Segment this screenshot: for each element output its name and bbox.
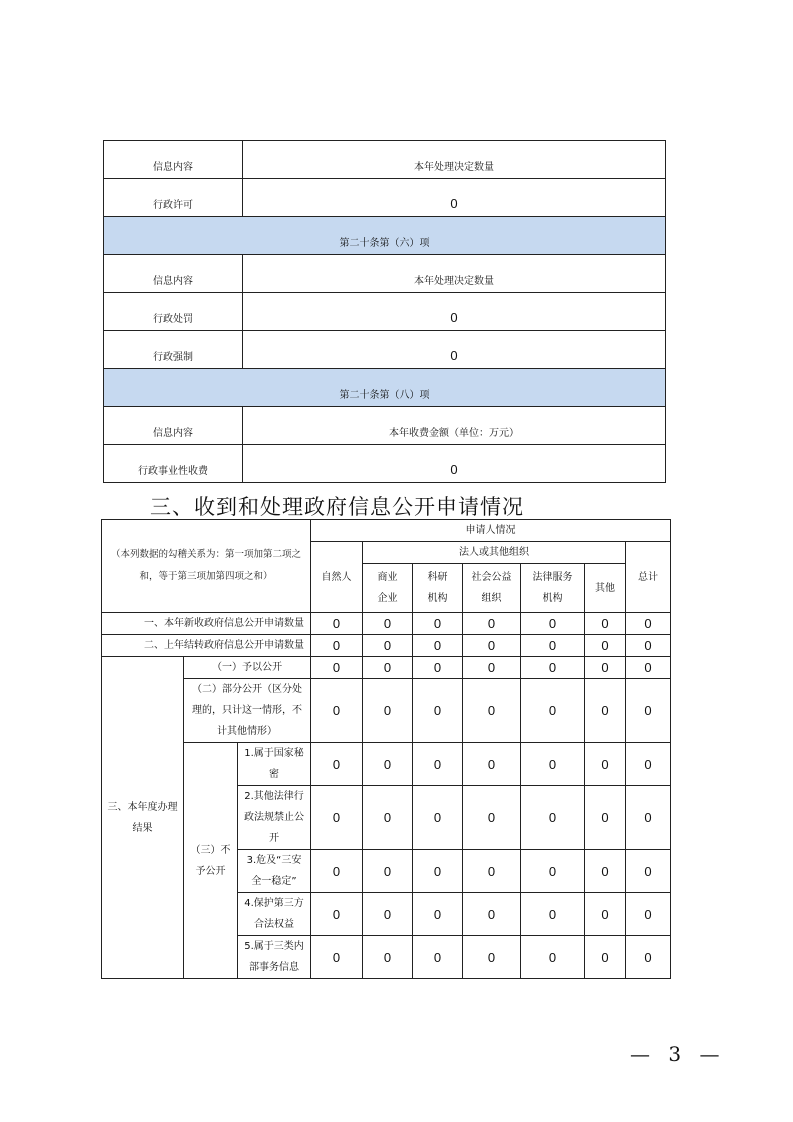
cell-value: 0 [413,936,463,979]
admin-enforcement-label: 行政强制 [104,331,243,369]
table-row [104,331,666,369]
cell-value: 0 [413,657,463,679]
cell-value: 0 [521,850,585,893]
applicant-header: 申请人情况 [311,520,671,542]
decision-count-header: 本年处理决定数量 [243,141,666,179]
section-band [104,369,666,407]
public-welfare-header: 社会公益组织 [463,564,521,613]
handling-result-label: 三、本年度办理结果 [102,657,184,979]
cell-value: 0 [311,893,363,936]
cell-value: 0 [626,657,671,679]
cell-value: 0 [413,743,463,786]
total-header: 总计 [626,542,671,613]
cell-value: 0 [463,635,521,657]
table-row [104,445,666,483]
table-row [104,179,666,217]
cell-value: 0 [585,613,626,635]
cell-value: 0 [311,635,363,657]
cell-value: 0 [585,679,626,743]
deny-label: （三）不予公开 [184,743,238,979]
cell-value: 0 [521,786,585,850]
admin-penalty-label: 行政处罚 [104,293,243,331]
deny-reason-label: 5.属于三类内部事务信息 [238,936,311,979]
deny-reason-label: 3.危及“三安全一稳定” [238,850,311,893]
cell-value: 0 [521,657,585,679]
deny-reason-label: 2.其他法律行政法规禁止公开 [238,786,311,850]
article-20-item-6-band: 第二十条第（六）项 [104,217,666,255]
cell-value: 0 [363,786,413,850]
open-label: （一）予以公开 [184,657,311,679]
cell-value: 0 [521,936,585,979]
decision-count-header: 本年处理决定数量 [243,255,666,293]
table-row [104,141,666,179]
cell-value: 0 [626,743,671,786]
research-institution-header: 科研机构 [413,564,463,613]
cell-value: 0 [626,635,671,657]
table-row [104,407,666,445]
header-row [102,520,671,542]
table-row [104,255,666,293]
legal-entity-header: 法人或其他组织 [363,542,626,564]
table-row [104,293,666,331]
natural-person-header: 自然人 [311,542,363,613]
cell-value: 0 [463,613,521,635]
cell-value: 0 [363,743,413,786]
other-org-header: 其他 [585,564,626,613]
cell-value: 0 [413,679,463,743]
cell-value: 0 [585,936,626,979]
cell-value: 0 [585,786,626,850]
cell-value: 0 [363,850,413,893]
cell-value: 0 [626,893,671,936]
cell-value: 0 [363,936,413,979]
cell-value: 0 [311,613,363,635]
legal-service-header: 法律服务机构 [521,564,585,613]
deny-reason-label: 1.属于国家秘密 [238,743,311,786]
table-row [102,635,671,657]
cell-value: 0 [521,743,585,786]
cell-value: 0 [311,743,363,786]
partial-open-label: （二）部分公开（区分处理的，只计这一情形，不计其他情形） [184,679,311,743]
cell-value: 0 [363,657,413,679]
cell-value: 0 [311,679,363,743]
admin-license-value: 0 [243,179,666,217]
cell-value: 0 [463,743,521,786]
page-number: — 3 — [630,1042,726,1066]
cell-value: 0 [311,850,363,893]
cell-value: 0 [626,786,671,850]
cell-value: 0 [463,786,521,850]
commercial-enterprise-header: 商业企业 [363,564,413,613]
info-content-label: 信息内容 [104,141,243,179]
cell-value: 0 [363,893,413,936]
admin-enforcement-value: 0 [243,331,666,369]
section-band [104,217,666,255]
cell-value: 0 [413,893,463,936]
cell-value: 0 [521,679,585,743]
table-row [102,679,671,743]
cell-value: 0 [413,613,463,635]
reconciliation-note: （本列数据的勾稽关系为：第一项加第二项之和，等于第三项加第四项之和） [102,520,311,613]
admin-fee-value: 0 [243,445,666,483]
cell-value: 0 [311,786,363,850]
cell-value: 0 [363,635,413,657]
cell-value: 0 [626,936,671,979]
cell-value: 0 [311,936,363,979]
cell-value: 0 [363,679,413,743]
cell-value: 0 [463,679,521,743]
cell-value: 0 [585,657,626,679]
info-content-label: 信息内容 [104,255,243,293]
cell-value: 0 [463,936,521,979]
cell-value: 0 [626,850,671,893]
disclosure-table-upper [103,140,666,483]
table-row [102,613,671,635]
cell-value: 0 [521,635,585,657]
cell-value: 0 [413,786,463,850]
cell-value: 0 [363,613,413,635]
admin-fee-label: 行政事业性收费 [104,445,243,483]
cell-value: 0 [521,893,585,936]
table-row [102,743,671,786]
cell-value: 0 [311,657,363,679]
cell-value: 0 [463,850,521,893]
info-content-label: 信息内容 [104,407,243,445]
cell-value: 0 [585,893,626,936]
cell-value: 0 [413,635,463,657]
cell-value: 0 [463,657,521,679]
table-row [102,657,671,679]
cell-value: 0 [585,743,626,786]
application-handling-table [101,519,671,979]
cell-value: 0 [463,893,521,936]
carryover-applications-label: 二、上年结转政府信息公开申请数量 [102,635,311,657]
section-heading: 三、收到和处理政府信息公开申请情况 [150,495,524,519]
new-applications-label: 一、本年新收政府信息公开申请数量 [102,613,311,635]
cell-value: 0 [521,613,585,635]
cell-value: 0 [585,635,626,657]
cell-value: 0 [413,850,463,893]
cell-value: 0 [585,850,626,893]
deny-reason-label: 4.保护第三方合法权益 [238,893,311,936]
admin-penalty-value: 0 [243,293,666,331]
article-20-item-8-band: 第二十条第（八）项 [104,369,666,407]
fee-amount-header: 本年收费金额（单位：万元） [243,407,666,445]
cell-value: 0 [626,679,671,743]
admin-license-label: 行政许可 [104,179,243,217]
cell-value: 0 [626,613,671,635]
